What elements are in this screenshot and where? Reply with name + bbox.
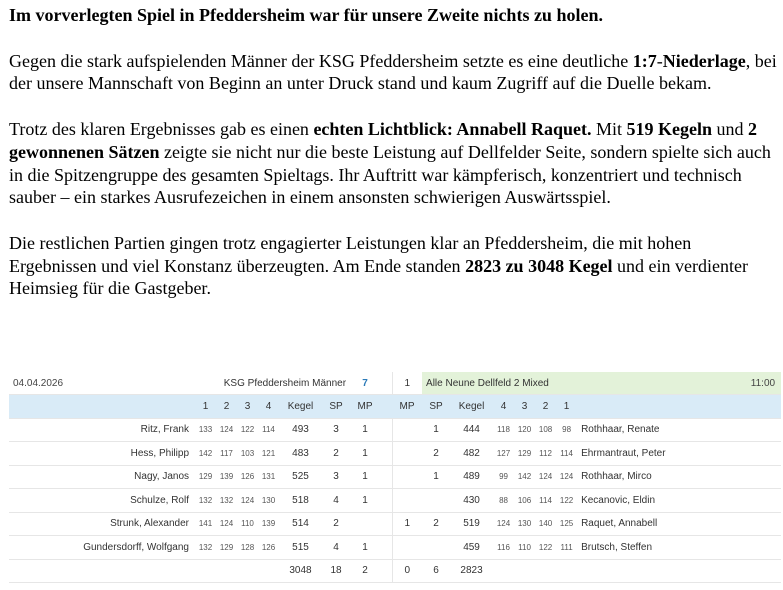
away-kegel: 459 xyxy=(450,536,493,560)
away-set-3: 142 xyxy=(514,465,535,489)
table-row xyxy=(9,536,781,560)
away-set-2: 112 xyxy=(535,442,556,466)
home-set-2: 132 xyxy=(216,489,237,513)
totals-label xyxy=(9,559,195,583)
text: Gegen die stark aufspielenden Männer der KSG Pfeddersheim setzte es eine deutliche xyxy=(9,50,633,71)
home-mp: 1 xyxy=(350,418,380,442)
away-player-name: Kecanovic, Eldin xyxy=(577,489,781,513)
col-set-4: 4 xyxy=(258,395,279,419)
away-set-3: 130 xyxy=(514,512,535,536)
away-mp xyxy=(392,442,422,466)
home-kegel: 514 xyxy=(279,512,322,536)
text: Die restlichen Partien gingen trotz engagierter Leistungen klar an Pfeddersheim, die mit hohen Ergebnissen und viel Konstanz überzeugten. Am Ende standen xyxy=(9,232,692,276)
home-set-2: 139 xyxy=(216,465,237,489)
away-total-kegel: 2823 xyxy=(450,559,493,583)
home-total-sp: 18 xyxy=(322,559,350,583)
col-set-1: 1 xyxy=(195,395,216,419)
gap-cell xyxy=(380,536,392,560)
home-set-4: 139 xyxy=(258,512,279,536)
away-set-2: 122 xyxy=(535,536,556,560)
away-sp: 1 xyxy=(422,465,450,489)
home-total-mp: 2 xyxy=(350,559,380,583)
away-mp xyxy=(392,418,422,442)
col-set-3: 3 xyxy=(237,395,258,419)
away-sp: 2 xyxy=(422,512,450,536)
player-rows xyxy=(9,418,781,559)
away-set-4: 116 xyxy=(493,536,514,560)
col-set-3: 3 xyxy=(514,395,535,419)
gap-cell xyxy=(380,512,392,536)
home-set-4: 131 xyxy=(258,465,279,489)
col-set-2: 2 xyxy=(535,395,556,419)
home-set-4: 130 xyxy=(258,489,279,513)
away-set-4: 124 xyxy=(493,512,514,536)
col-set-2: 2 xyxy=(216,395,237,419)
home-set-1: 132 xyxy=(195,536,216,560)
home-mp: 1 xyxy=(350,489,380,513)
away-total-mp: 0 xyxy=(392,559,422,583)
home-set-3: 110 xyxy=(237,512,258,536)
home-kegel: 483 xyxy=(279,442,322,466)
col-name-away xyxy=(577,395,781,419)
gap-cell xyxy=(380,489,392,513)
home-set-4: 126 xyxy=(258,536,279,560)
home-total-kegel: 3048 xyxy=(279,559,322,583)
away-set-2: 114 xyxy=(535,489,556,513)
away-player-name: Brutsch, Steffen xyxy=(577,536,781,560)
text: Mit xyxy=(591,119,627,140)
away-kegel: 519 xyxy=(450,512,493,536)
defeat-bold: Niederlage xyxy=(662,50,746,71)
home-player-name: Gundersdorff, Wolfgang xyxy=(9,536,195,560)
away-team-name: Alle Neune Dellfeld 2 Mixed xyxy=(422,372,556,395)
col-set-1: 1 xyxy=(556,395,577,419)
away-set-4: 99 xyxy=(493,465,514,489)
col-kegel: Kegel xyxy=(279,395,322,419)
away-kegel: 444 xyxy=(450,418,493,442)
away-set-2: 140 xyxy=(535,512,556,536)
home-sp: 2 xyxy=(322,442,350,466)
col-gap xyxy=(380,395,392,419)
away-set-3: 120 xyxy=(514,418,535,442)
home-set-2: 124 xyxy=(216,418,237,442)
home-sp: 4 xyxy=(322,536,350,560)
home-team-name: KSG Pfeddersheim Männer xyxy=(216,372,350,395)
away-mp: 1 xyxy=(392,512,422,536)
home-player-name: Schulze, Rolf xyxy=(9,489,195,513)
home-kegel: 493 xyxy=(279,418,322,442)
away-set-1: 114 xyxy=(556,442,577,466)
article-headline: Im vorverlegten Spiel in Pfeddersheim war für unsere Zweite nichts zu holen. xyxy=(9,5,603,25)
col-name-home xyxy=(9,395,195,419)
col-mp: MP xyxy=(350,395,380,419)
home-player-name: Hess, Philipp xyxy=(9,442,195,466)
away-player-name: Ehrmantraut, Peter xyxy=(577,442,781,466)
table-row xyxy=(9,465,781,489)
home-set-4: 121 xyxy=(258,442,279,466)
away-set-3: 110 xyxy=(514,536,535,560)
away-kegel: 430 xyxy=(450,489,493,513)
home-set-2: 117 xyxy=(216,442,237,466)
table-row xyxy=(9,489,781,513)
away-set-4: 118 xyxy=(493,418,514,442)
away-mp xyxy=(392,536,422,560)
home-set-1: 129 xyxy=(195,465,216,489)
gap-cell xyxy=(380,559,392,583)
away-set-1: 124 xyxy=(556,465,577,489)
home-mp xyxy=(350,512,380,536)
away-mp xyxy=(392,465,422,489)
away-set-3: 106 xyxy=(514,489,535,513)
away-sp: 2 xyxy=(422,442,450,466)
highlight-bold: echten Lichtblick: Annabell Raquet. xyxy=(313,119,592,140)
away-sp xyxy=(422,536,450,560)
away-mp xyxy=(392,489,422,513)
away-set-3: 129 xyxy=(514,442,535,466)
home-set-1: 133 xyxy=(195,418,216,442)
match-header-row xyxy=(9,372,781,395)
home-set-2: 124 xyxy=(216,512,237,536)
away-sp xyxy=(422,489,450,513)
away-total-sp: 6 xyxy=(422,559,450,583)
home-set-1: 132 xyxy=(195,489,216,513)
score-bold: 1:7 xyxy=(632,50,657,71)
away-set-4: 127 xyxy=(493,442,514,466)
home-sp: 4 xyxy=(322,489,350,513)
home-kegel: 518 xyxy=(279,489,322,513)
match-time: 11:00 xyxy=(556,372,781,395)
col-sp: SP xyxy=(422,395,450,419)
home-set-3: 103 xyxy=(237,442,258,466)
away-set-4: 88 xyxy=(493,489,514,513)
away-player-name: Raquet, Annabell xyxy=(577,512,781,536)
home-set-1: 142 xyxy=(195,442,216,466)
match-report-article xyxy=(9,4,779,323)
home-set-3: 126 xyxy=(237,465,258,489)
home-team-score: 7 xyxy=(350,372,380,395)
final-score-bold: 2823 zu 3048 Kegel xyxy=(465,255,613,276)
home-mp: 1 xyxy=(350,536,380,560)
away-set-2: 124 xyxy=(535,465,556,489)
home-sp: 3 xyxy=(322,418,350,442)
away-set-2: 108 xyxy=(535,418,556,442)
match-result-table xyxy=(9,372,781,583)
away-team-score: 1 xyxy=(392,372,422,395)
text: - xyxy=(656,50,663,71)
table-row xyxy=(9,442,781,466)
home-set-2: 129 xyxy=(216,536,237,560)
article-paragraph-2 xyxy=(9,118,779,209)
away-player-name: Rothhaar, Renate xyxy=(577,418,781,442)
table-row xyxy=(9,418,781,442)
text: zeigte sie nicht nur die beste Leistung auf Dellfelder Seite, sondern spielte sich auch in die Spitzengruppe des gesamten Spieltags. Ihr Auftritt war kämpferisch, konzentriert und technisch sauber – ein starkes Ausrufezeichen in einem ansonsten schwierigen Auswärtsspiel. xyxy=(9,141,771,208)
col-mp: MP xyxy=(392,395,422,419)
home-sp: 2 xyxy=(322,512,350,536)
away-player-name: Rothhaar, Mirco xyxy=(577,465,781,489)
home-mp: 1 xyxy=(350,465,380,489)
col-set-4: 4 xyxy=(493,395,514,419)
away-kegel: 489 xyxy=(450,465,493,489)
sets-bold: 2 gewonnenen Sätzen xyxy=(9,119,757,162)
text: und ein verdienter Heimsieg für die Gastgeber. xyxy=(9,255,748,299)
col-kegel: Kegel xyxy=(450,395,493,419)
header-gap xyxy=(380,372,392,395)
home-set-3: 128 xyxy=(237,536,258,560)
gap-cell xyxy=(380,442,392,466)
away-sp: 1 xyxy=(422,418,450,442)
home-player-name: Ritz, Frank xyxy=(9,418,195,442)
away-set-1: 125 xyxy=(556,512,577,536)
home-set-1: 141 xyxy=(195,512,216,536)
home-set-3: 124 xyxy=(237,489,258,513)
home-mp: 1 xyxy=(350,442,380,466)
home-set-4: 114 xyxy=(258,418,279,442)
away-set-1: 98 xyxy=(556,418,577,442)
article-paragraph-3 xyxy=(9,232,779,300)
home-kegel: 515 xyxy=(279,536,322,560)
home-player-name: Nagy, Janos xyxy=(9,465,195,489)
text: und xyxy=(711,119,748,140)
home-player-name: Strunk, Alexander xyxy=(9,512,195,536)
totals-row xyxy=(9,559,781,583)
text: , bei der unsere Mannschaft von Beginn an unter Druck stand und kaum Zugriff auf die Duelle bekam. xyxy=(9,50,777,94)
away-kegel: 482 xyxy=(450,442,493,466)
gap-cell xyxy=(380,418,392,442)
away-set-1: 122 xyxy=(556,489,577,513)
home-sp: 3 xyxy=(322,465,350,489)
match-date: 04.04.2026 xyxy=(9,372,216,395)
away-set-1: 111 xyxy=(556,536,577,560)
article-paragraph-1 xyxy=(9,50,779,95)
column-header-row xyxy=(9,395,781,419)
text: Trotz des klaren Ergebnisses gab es einen xyxy=(9,119,314,140)
home-kegel: 525 xyxy=(279,465,322,489)
table-row xyxy=(9,512,781,536)
col-sp: SP xyxy=(322,395,350,419)
home-set-3: 122 xyxy=(237,418,258,442)
pins-bold: 519 Kegeln xyxy=(626,119,712,140)
gap-cell xyxy=(380,465,392,489)
